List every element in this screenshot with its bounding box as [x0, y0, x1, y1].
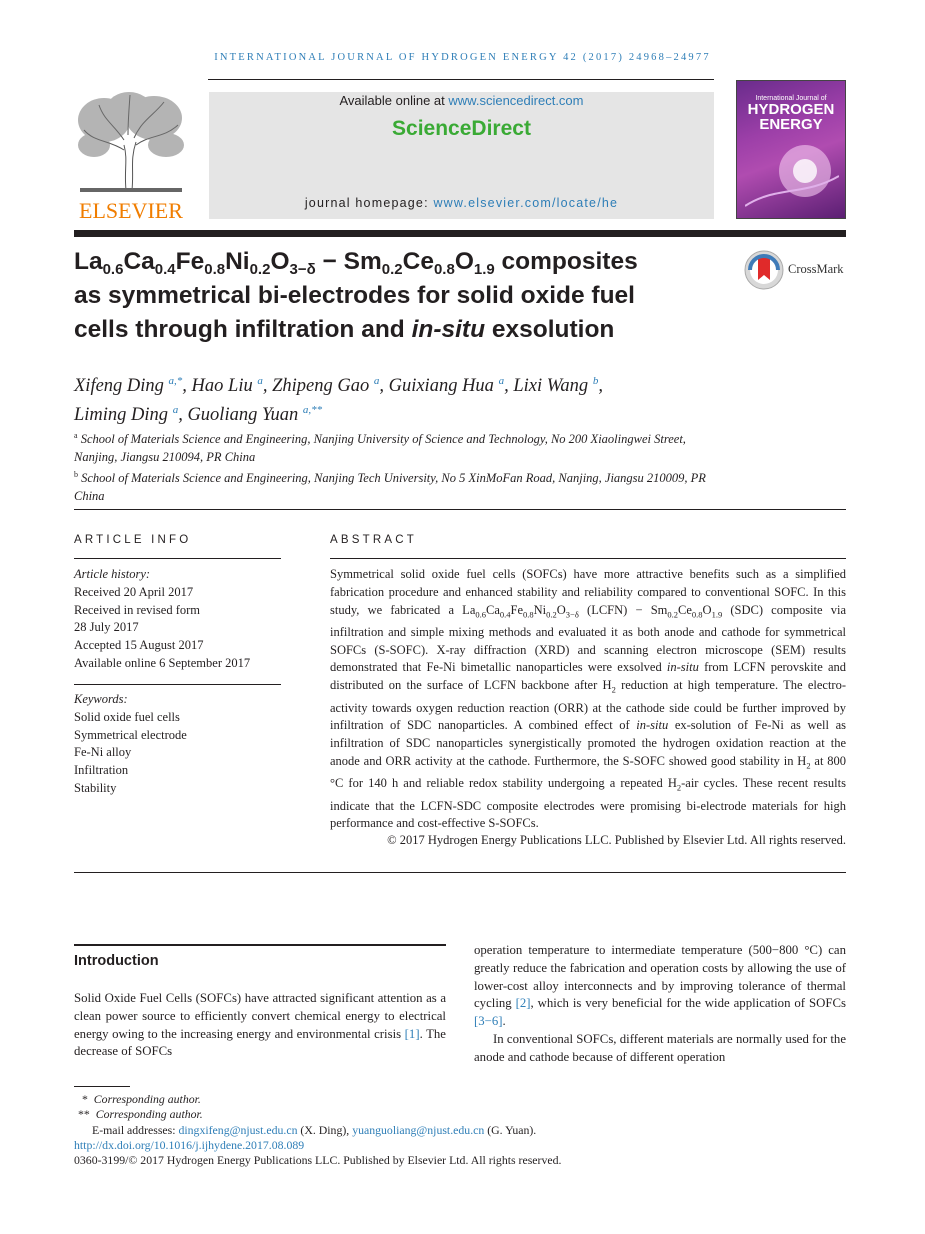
- keyword[interactable]: Fe-Ni alloy: [74, 745, 132, 760]
- citation-link[interactable]: [1]: [404, 1026, 420, 1041]
- author[interactable]: Guixiang Hua $^a$: [388, 375, 505, 397]
- affil-rule: [74, 509, 846, 510]
- footnote-corr2: ** Corresponding author.: [78, 1107, 203, 1122]
- keyword[interactable]: Stability: [74, 780, 117, 795]
- abstract-heading: ABSTRACT: [330, 534, 417, 546]
- running-header: INTERNATIONAL JOURNAL OF HYDROGEN ENERGY 42 (2017) 24968–24977: [214, 52, 711, 63]
- intro-left-text: Solid Oxide Fuel Cells (SOFCs) have attracted significant attention as a clean power source to efficiently convert chemical energy to electrical energy owing to the increasing energy and environmental crisis: [74, 991, 446, 1041]
- author[interactable]: Zhipeng Gao $^a$: [272, 375, 380, 397]
- author[interactable]: Hao Liu $^a$: [191, 375, 263, 397]
- cover-line2: HYDROGEN: [747, 101, 835, 118]
- crossmark-badge[interactable]: [744, 249, 848, 291]
- issn-line: 0360-3199/© 2017 Hydrogen Energy Publications LLC. Published by Elsevier Ltd. All rights reserved.: [74, 1153, 562, 1168]
- sciencedirect-brand: ScienceDirect: [392, 117, 531, 140]
- title-line3-it: in-situ: [411, 316, 486, 343]
- footnote-corr1: * Corresponding author.: [82, 1092, 201, 1106]
- keywords: [74, 691, 281, 798]
- keywords-rule: [74, 684, 281, 685]
- history-label: Article history:: [74, 567, 151, 581]
- title-line1-rest: composites: [494, 248, 638, 275]
- title-rule: [74, 230, 846, 237]
- doi: [74, 1138, 561, 1153]
- available-online: [209, 93, 714, 108]
- intro-rule: [74, 944, 446, 946]
- homepage-prefix: journal homepage:: [304, 196, 434, 210]
- email-link[interactable]: yuanguoliang@njust.edu.cn: [352, 1122, 485, 1137]
- keyword[interactable]: Symmetrical electrode: [74, 727, 187, 742]
- title-line2: as symmetrical bi-electrodes for solid oxide fuel: [74, 282, 635, 309]
- history-item: 28 July 2017: [74, 620, 139, 635]
- author-list: Xifeng Ding $^{a,*}$, Hao Liu $^a$, Zhipeng Gao $^a$, Guixiang Hua $^a$, Lixi Wang $^b$, Liming Ding $^a$, Guoliang Yuan $^{a,**}$: [74, 375, 603, 426]
- affiliations: [74, 427, 724, 505]
- keywords-label: Keywords:: [74, 692, 128, 706]
- article-info-rule: [74, 558, 281, 559]
- crossmark-icon: [744, 250, 784, 290]
- title-line3a: cells through infiltration and: [74, 316, 412, 343]
- author[interactable]: Guoliang Yuan $^{a,**}$: [187, 404, 323, 426]
- available-prefix: Available online at: [339, 93, 449, 108]
- footnote-emails: E-mail addresses: dingxifeng@njust.edu.cn (X. Ding), yuanguoliang@njust.edu.cn (G. Yuan).: [92, 1122, 537, 1137]
- journal-cover: [736, 80, 846, 219]
- footnotes: [74, 1092, 561, 1168]
- elsevier-logo: [74, 90, 188, 222]
- history-item: Accepted 15 August 2017: [74, 638, 204, 653]
- citation-link[interactable]: [2]: [515, 996, 531, 1011]
- intro-heading: Introduction: [74, 953, 159, 969]
- abstract-end-rule: [74, 872, 846, 873]
- doi-link[interactable]: http://dx.doi.org/10.1016/j.ijhydene.2017.08.089: [74, 1137, 305, 1152]
- article-title: [74, 245, 734, 347]
- citation-link[interactable]: [3−6]: [474, 1014, 503, 1029]
- header-rule: [208, 79, 714, 80]
- cover-art: [745, 136, 839, 216]
- history-item: Available online 6 September 2017: [74, 655, 251, 670]
- history-item: Received in revised form: [74, 602, 200, 617]
- cover-line3: ENERGY: [759, 116, 823, 133]
- footnote-rule: [74, 1086, 130, 1087]
- abstract-body: Symmetrical solid oxide fuel cells (SOFCs) have more attractive benefits such as a simplified fabrication procedure and enhanced stability and reliability compared to conventional SOFC. In this study, we fabricated a $La_{0.6}Ca_{0.4}Fe_{0.8}Ni_{0.2}O_{3-\delta}$ (LCFN) − $Sm_{0.2}Ce_{0.8}O_{1.9}$ (SDC) composite via infiltration and simple mixing methods and evaluated it as both anode and cathode for symmetrical SOFCs (S-SOFC). X-ray diffraction (XRD) and scanning electron microscope (SEM) results demonstrated that Fe-Ni bimetallic nanoparticles were exsolved in-situ from LCFN perovskite and distributed on the surface of LCFN backbone after $H_2$ reduction at high temperature. The electro-activity towards oxygen reduction reaction (ORR) at the cathode side could be further improved by infiltration of SDC nanoparticles. A combined effect of in-situ ex-solution of Fe-Ni as well as infiltration of SDC nanoparticles synergistically promoted the hydrogen oxidation reaction at the anode and ORR activity at the cathode. Furthermore, the S-SOFC showed good stability in $H_2$ at 800 °C for 140 h and reliable redox stability undergoing a repeated $H_2$-air cycles. These recent results indicate that the LCFN-SDC composite electrodes were promising bi-electrode materials for high performance and cost-effective S-SOFCs.: [330, 567, 846, 831]
- intro-right-para2: In conventional SOFCs, different materials are normally used for the anode and cathode because of different operation: [474, 1031, 846, 1064]
- elsevier-wordmark: ELSEVIER: [79, 198, 183, 222]
- author[interactable]: Lixi Wang $^b$: [513, 375, 599, 397]
- abstract-rule: [330, 558, 846, 559]
- keyword[interactable]: Solid oxide fuel cells: [74, 709, 180, 724]
- intro-right-para1: operation temperature to intermediate temperature (500−800 °C) can greatly reduce the fabrication and operation costs by allowing the use of lower-cost alloy interconnects and by improving tolerance of thermal cycling [2], which is very beneficial for the wide application of SOFCs [3−6].: [474, 943, 846, 1029]
- keyword[interactable]: Infiltration: [74, 763, 129, 778]
- affiliation-a: $^a$ School of Materials Science and Engineering, Nanjing University of Science and Technology, No 200 Xiaolingwei Street, Nanjing, Jiangsu 210094, PR China: [74, 431, 686, 465]
- title-line3b: exsolution: [485, 316, 615, 343]
- history-item: Received 20 April 2017: [74, 584, 194, 599]
- author[interactable]: Liming Ding $^a$: [74, 404, 179, 426]
- homepage-link[interactable]: www.elsevier.com/locate/he: [433, 196, 619, 210]
- intro-right-column: [474, 942, 846, 1067]
- cover-line1: International Journal of: [755, 95, 827, 102]
- journal-homepage: [209, 196, 714, 210]
- article-info-heading: ARTICLE INFO: [74, 534, 192, 546]
- crossmark-label: CrossMark: [788, 262, 844, 276]
- abstract-copyright: © 2017 Hydrogen Energy Publications LLC. Published by Elsevier Ltd. All rights reserved.: [387, 833, 846, 847]
- affiliation-b: $^b$ School of Materials Science and Engineering, Nanjing Tech University, No 5 XinMoFan Road, Nanjing, Jiangsu 210009, PR China: [74, 470, 706, 504]
- sciencedirect-link[interactable]: www.sciencedirect.com: [448, 93, 584, 108]
- intro-left-column: [74, 990, 446, 1061]
- intro-left-text-end: . The decrease of SOFCs: [74, 1026, 446, 1059]
- author[interactable]: Xifeng Ding $^{a,*}$: [74, 375, 183, 397]
- email-link[interactable]: dingxifeng@njust.edu.cn: [178, 1122, 298, 1137]
- title-formula: $La_{0.6}Ca_{0.4}Fe_{0.8}Ni_{0.2}O_{3-\delta} - Sm_{0.2}Ce_{0.8}O_{1.9}$: [74, 248, 495, 278]
- article-history: [74, 566, 281, 673]
